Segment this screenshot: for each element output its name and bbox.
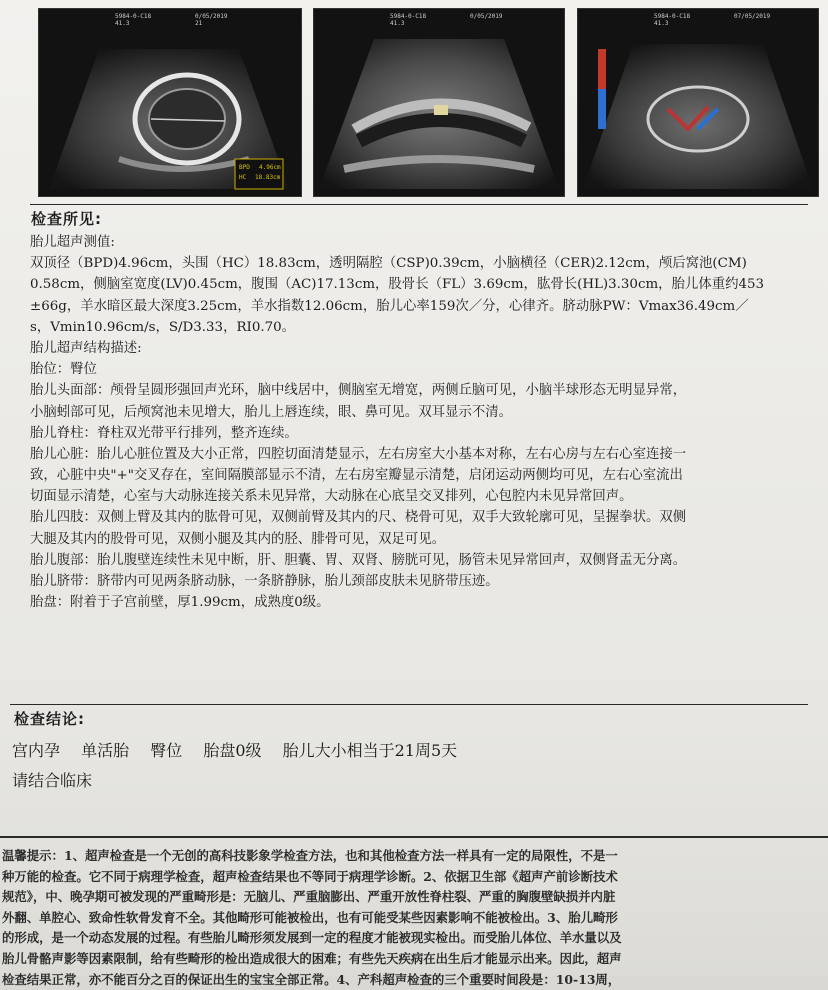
notice-line: 外翻、单腔心、致命性软骨发育不全。其他畸形可能被检出，也有可能受某些因素影响不能被检出。3、胎儿畸形 <box>2 909 618 925</box>
head-scan-header <box>45 13 295 27</box>
spine-scan-header <box>320 13 558 27</box>
notice-block <box>2 846 828 990</box>
scan-date: 0/05/2019 <box>470 13 503 20</box>
notice-divider <box>0 836 828 838</box>
scan-param: 41.3 <box>115 20 130 27</box>
conclusion-item: 单活胎 <box>81 741 130 760</box>
findings-line: 胎位：臀位 <box>30 362 97 378</box>
bpd-label: BPD <box>239 164 250 171</box>
findings-line: 胎儿脐带：脐带内可见两条脐动脉，一条脐静脉，胎儿颈部皮肤未见脐带压迹。 <box>30 574 499 589</box>
ultrasound-image-spine <box>313 8 565 197</box>
conclusion-divider <box>10 704 808 705</box>
findings-line: 胎儿头面部：颅骨呈圆形强回声光环，脑中线居中，侧脑室无增宽，两侧丘脑可见，小脑半球形态无明显异常， <box>30 383 687 399</box>
conclusion-item: 胎盘0级 <box>203 741 262 760</box>
ultrasound-image-head <box>38 8 302 197</box>
ultrasound-image-heart <box>577 8 819 197</box>
heart-scan-header <box>584 13 812 27</box>
findings-line: 致，心脏中央"+"交叉存在，室间隔膜部显示不清，左右房室瓣显示清楚，启闭运动两侧均可见，左右心室流出 <box>30 468 683 484</box>
hc-label: HC <box>239 174 247 181</box>
conclusion-body <box>12 736 473 796</box>
scan-param: 41.3 <box>654 20 669 27</box>
findings-line: s，Vmin10.96cm/s，S/D3.33，RI0.70。 <box>30 319 296 335</box>
heart-scan-graphic <box>578 9 818 196</box>
conclusion-item: 宫内孕 <box>12 741 61 760</box>
scan-param: 41.3 <box>390 20 405 27</box>
ultrasound-image-strip <box>0 0 828 200</box>
findings-line: ±66g，羊水暗区最大深度3.25cm，羊水指数12.06cm，胎儿心率159次／分，心律齐。脐动脉PW：Vmax36.49cm／ <box>30 298 749 314</box>
findings-line: 小脑蚓部可见，后颅窝池未见增大，胎儿上唇连续，眼、鼻可见。双耳显示不清。 <box>30 404 513 420</box>
machine-id: 5984-0-C18 <box>654 13 691 20</box>
findings-line: 切面显示清楚，心室与大动脉连接关系未见异常，大动脉在心底呈交叉排列，心包腔内未见异常回声。 <box>30 489 633 505</box>
notice-line: 胎儿骨骼声影等因素限制，给有些畸形的检出造成很大的困难；有些先天疾病在出生后才能显示出来。因此，超声 <box>2 950 622 966</box>
machine-id: 5984-0-C18 <box>390 13 427 20</box>
head-scan-graphic <box>39 9 301 196</box>
conclusion-note: 请结合临床 <box>12 771 93 790</box>
conclusion-title: 检查结论: <box>14 710 85 728</box>
findings-line: 大腿及其内的股骨可见，双侧小腿及其内的胫、腓骨可见，双足可见。 <box>30 531 446 547</box>
findings-line: 0.58cm，侧脑室宽度(LV)0.45cm，腹围（AC)17.13cm，股骨长（FL）3.69cm，肱骨长(HL)3.30cm，胎儿体重约453 <box>30 277 765 293</box>
findings-line: 胎儿四肢：双侧上臂及其内的肱骨可见，双侧前臂及其内的尺、桡骨可见，双手大致轮廓可见，呈握拳状。双侧 <box>30 510 687 526</box>
findings-line: 胎盘：附着于子宫前壁，厚1.99cm，成熟度0级。 <box>30 595 330 611</box>
notice-line: 检查结果正常，亦不能百分之百的保证出生的宝宝全部正常。4、产科超声检查的三个重要时间段是：10-13周， <box>2 971 621 987</box>
machine-id: 5984-0-C18 <box>115 13 152 20</box>
findings-line: 双顶径（BPD)4.96cm，头围（HC）18.83cm，透明隔腔（CSP)0.39cm，小脑横径（CER)2.12cm，颅后窝池(CM) <box>30 256 747 272</box>
spine-scan-graphic <box>314 9 564 196</box>
scan-date: 07/05/2019 <box>734 13 771 20</box>
scan-date: 0/05/2019 <box>195 13 228 20</box>
findings-divider <box>30 204 808 205</box>
findings-line: 胎儿腹部：胎儿腹壁连续性未见中断，肝、胆囊、胃、双肾、膀胱可见，肠管未见异常回声，双侧肾盂无分离。 <box>30 552 687 568</box>
findings-title: 检查所见: <box>31 210 102 228</box>
notice-line: 规范》，中、晚孕期可被发现的严重畸形是：无脑儿、严重脑膨出、严重开放性脊柱裂、严重的胸腹壁缺损并内脏 <box>2 889 616 905</box>
conclusion-item: 臀位 <box>150 741 183 760</box>
notice-line: 温馨提示：1、超声检查是一个无创的高科技影象学检查方法，也和其他检查方法一样具有一定的局限性，不是一 <box>2 848 618 863</box>
findings-line: 胎儿脊柱：脊柱双光带平行排列，整齐连续。 <box>30 425 298 441</box>
findings-line: 胎儿超声测值: <box>30 235 115 250</box>
conclusion-item: 胎儿大小相当于21周5天 <box>282 741 458 760</box>
findings-line: 胎儿心脏：胎儿心脏位置及大小正常，四腔切面清楚显示，左右房室大小基本对称，左右心房与左右心室连接一 <box>30 446 687 462</box>
findings-body <box>30 232 828 613</box>
bpd-value: 4.96cm <box>259 164 281 171</box>
hc-value: 18.83cm <box>255 174 281 181</box>
findings-line: 胎儿超声结构描述: <box>30 340 142 356</box>
notice-line: 的形成，是一个动态发展的过程。有些胎儿畸形须发展到一定的程度才能被现实检出。而受胎儿体位、羊水量以及 <box>2 930 622 946</box>
notice-line: 种万能的检查。它不同于病理学检查，超声检查结果也不等同于病理学诊断。2、依据卫生部《超声产前诊断技术 <box>2 868 618 884</box>
scan-param-2: 21 <box>195 20 203 27</box>
